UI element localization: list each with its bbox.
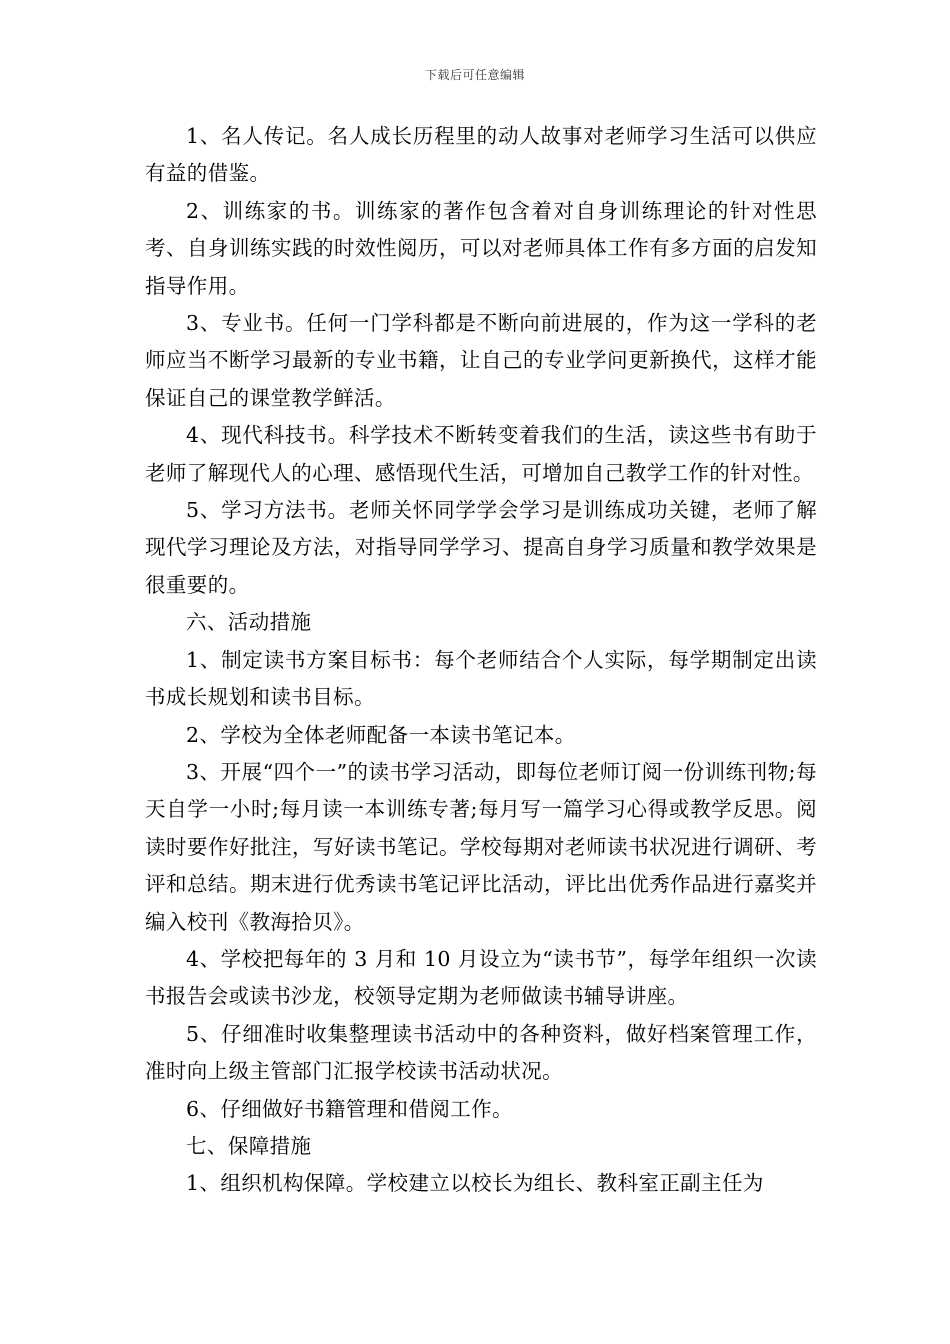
paragraph-archive-management: 5、仔细准时收集整理读书活动中的各种资料，做好档案管理工作，准时向上级主管部门汇报学校读书活动状况。 [145, 1021, 817, 1084]
paragraph-science-tech-books: 4、现代科技书。科学技术不断转变着我们的生活，读这些书有助于老师了解现代人的心理、感悟现代生活，可增加自己教学工作的针对性。 [145, 423, 817, 485]
paragraph-reading-plan: 1、制定读书方案目标书：每个老师结合个人实际，每学期制定出读书成长规划和读书目标。 [145, 647, 817, 710]
paragraph-educator-books: 2、训练家的书。训练家的著作包含着对自身训练理论的针对性思考、自身训练实践的时效性阅历，可以对老师具体工作有多方面的启发知指导作用。 [145, 198, 817, 298]
page-header: 下载后可任意编辑 [424, 68, 525, 82]
paragraph-biography-books: 1、名人传记。名人成长历程里的动人故事对老师学习生活可以供应有益的借鉴。 [145, 124, 817, 186]
paragraph-book-lending: 6、仔细做好书籍管理和借阅工作。 [186, 1096, 513, 1121]
paragraph-study-method-books: 5、学习方法书。老师关怀同学学会学习是训练成功关键，老师了解现代学习理论及方法，对指导同学学习、提高自身学习质量和教学效果是很重要的。 [145, 498, 817, 597]
paragraph-notebook: 2、学校为全体老师配备一本读书笔记本。 [186, 722, 576, 747]
document-body [145, 118, 817, 1203]
paragraph-reading-festival: 4、学校把每年的 3 月和 10 月设立为“读书节”，每学年组织一次读书报告会或读书沙龙，校领导定期为老师做读书辅导讲座。 [145, 946, 817, 1009]
paragraph-professional-books: 3、专业书。任何一门学科都是不断向前进展的，作为这一学科的老师应当不断学习最新的专业书籍，让自己的专业学问更新换代，这样才能保证自己的课堂教学鲜活。 [145, 311, 817, 410]
section-heading-activity-measures: 六、活动措施 [186, 610, 312, 635]
section-heading-guarantee-measures: 七、保障措施 [186, 1133, 312, 1158]
paragraph-four-ones-activity: 3、开展“四个一”的读书学习活动，即每位老师订阅一份训练刊物;每天自学一小时;每月读一本训练专著;每月写一篇学习心得或教学反思。阅读时要作好批注，写好读书笔记。学校每期对老师读书状况进行调研、考评和总结。期末进行优秀读书笔记评比活动，评比出优秀作品进行嘉奖并编入校刊《教海拾贝》。 [145, 759, 817, 934]
paragraph-organization-guarantee: 1、组织机构保障。学校建立以校长为组长、教科室正副主任为 [186, 1171, 764, 1196]
